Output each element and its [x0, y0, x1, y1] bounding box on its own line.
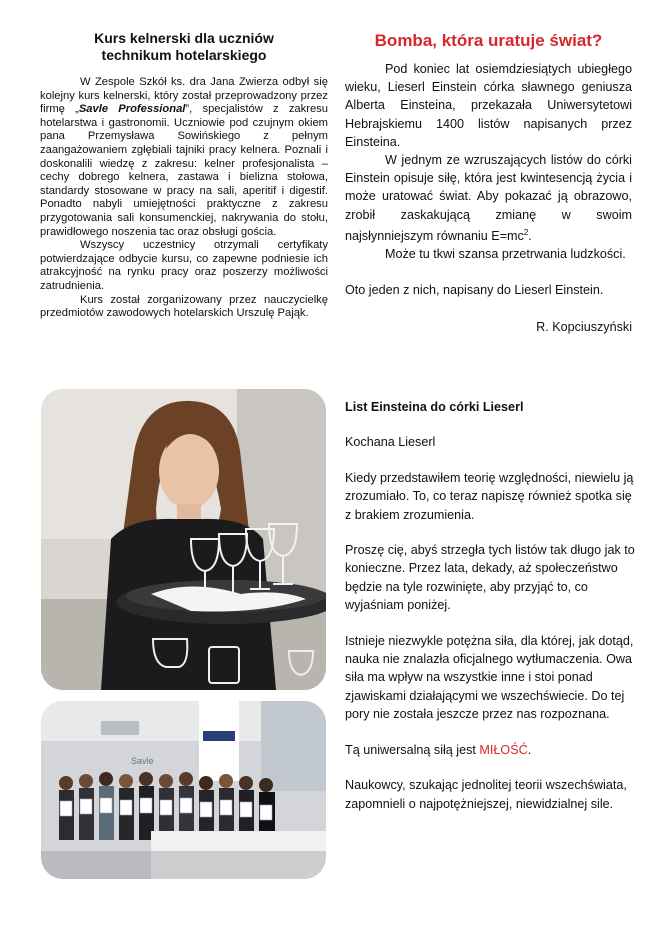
- letter-paragraph-1: Kiedy przedstawiłem teorię względności, niewielu ją zrozumiało. To, co teraz napiszę również spotka się z brakiem zrozumienia.: [345, 470, 634, 522]
- left-p1-text-a: W Zespole Szkół ks. dra Jana Zwierza odbył się kolejny kurs kelnerski, który został przeprowadzony przez firmę „: [40, 76, 328, 116]
- waiter-student-photo: [41, 389, 326, 690]
- right-p2-end: .: [528, 229, 532, 244]
- letter-paragraph-4: [345, 741, 635, 759]
- right-article: [345, 30, 632, 336]
- savle-wall-logo: Savle: [131, 756, 154, 766]
- right-paragraph-4: Oto jeden z nich, napisany do Lieserl Einstein.: [345, 283, 604, 298]
- equation-exponent: 2: [523, 227, 529, 237]
- company-name: Savle Professional: [78, 103, 186, 116]
- right-paragraph-2: [345, 151, 632, 245]
- letter-paragraph-2: Proszę cię, abyś strzegła tych listów tak długo jak to konieczne. Przez lata, dekady, aż społeczeństwo będzie na tyle rozwinięte, aby przyjąć to, co wyjaśniam poniżej.: [345, 543, 635, 613]
- left-paragraph-2: Wszyscy uczestnicy otrzymali certyfikaty potwierdzające odbycie kursu, co zapewne podniesie ich atrakcyjność na rynku pracy oraz poszerzy możliwości zatrudnienia.: [40, 239, 328, 292]
- author-signature: R. Kopciuszyński: [536, 319, 632, 334]
- letter-greeting: Kochana Lieserl: [345, 435, 436, 450]
- left-paragraph-1: [40, 76, 328, 239]
- left-title-line1: Kurs kelnerski dla uczniów: [94, 30, 274, 46]
- right-p2-text: W jednym ze wzruszających listów do córki Einstein opisuje siłę, która jest kwintesencją życia i może uratować świat. Aby pokazać ją obrazowo, zrobił zaskakującą zmianę w swoim najsłynniejszym równaniu E=mc: [345, 153, 632, 244]
- letter-paragraph-3: Istnieje niezwykle potężna siła, dla której, jak dotąd, nauka nie znalazła oficjalnego wytłumaczenia. Owa siła ma wpływ na wszystkie inne i stoi ponad zjawiskami działającymi we wszechświecie. Do tej pory nie została jeszcze przez nas rozpoznana.: [345, 633, 634, 722]
- left-article-title: [40, 30, 328, 64]
- left-article-body: [40, 76, 328, 321]
- left-article: [40, 30, 328, 321]
- love-word: MIŁOŚĆ: [479, 742, 528, 757]
- group-photo-illustration: [41, 701, 326, 879]
- right-paragraph-1: Pod koniec lat osiemdziesiątych ubiegłego wieku, Lieserl Einstein córka sławnego geniusza Alberta Einsteina, przekazała Uniwersytetowi Hebrajskiemu 1400 listów napisanych przez Einsteina.: [345, 62, 632, 149]
- letter-p4-end: .: [527, 742, 532, 757]
- right-article-title: Bomba, która uratuje świat?: [374, 31, 603, 50]
- left-paragraph-3: Kurs został zorganizowany przez nauczycielkę przedmiotów zawodowych hotelarskich Urszulę Pająk.: [40, 293, 328, 320]
- left-p1-text-b: ”, specjalistów z zakresu hotelarstwa i gastronomii. Uczniowie pod czujnym okiem pana Przemysława Sowińskiego z pełnym zaangażowaniem zgłębiali tajniki pracy kelnera. Poznali i doskonalili wiedzę z zakresu: kelner profesjonalista – cechy dobrego kelnera, zastawa i bielizna stołowa, standardy stosowane w pracy na sali, aperitif i digestif. Ponadto nabyli umiejętności praktyczne z zakresu przygotowania sali konsumenckiej, nakrywania do stołu, prawidłowego noszenia tac oraz obsługi gościa.: [40, 103, 328, 238]
- einstein-letter: [345, 398, 635, 830]
- waiter-student-illustration: [41, 389, 326, 690]
- right-article-body: [345, 60, 632, 336]
- right-paragraph-3: Może tu tkwi szansa przetrwania ludzkości.: [385, 247, 626, 262]
- letter-p4-text: Tą uniwersalną siłą jest: [345, 742, 480, 757]
- letter-title: List Einsteina do córki Lieserl: [345, 400, 524, 414]
- left-title-line2: technikum hotelarskiego: [101, 47, 267, 63]
- group-certificates-photo: [41, 701, 326, 879]
- letter-paragraph-5: Naukowcy, szukając jednolitej teorii wszechświata, zapomnieli o najpotężniejszej, niewidzialnej sile.: [345, 778, 627, 811]
